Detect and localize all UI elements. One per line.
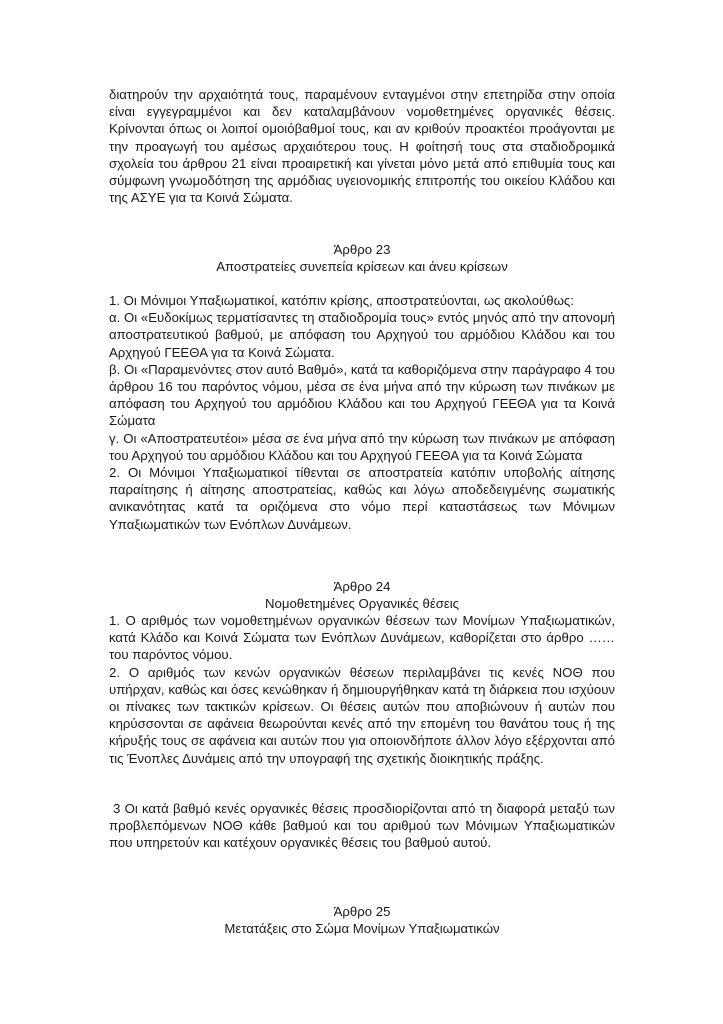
article-23-body bbox=[109, 292, 615, 533]
article-23-item-a: α. Οι «Ευδοκίμως τερματίσαντες τη σταδιοδρομία τους» εντός μηνός από την απονομή αποστρατευτικού βαθμού, με απόφαση του Αρχηγού του αρμόδιου Κλάδου και του Αρχηγού ΓΕΕΘΑ για τα Κοινά Σώματα. bbox=[109, 310, 615, 360]
article-24-paragraph-1: 1. Ο αριθμός των νομοθετημένων οργανικών θέσεων των Μονίμων Υπαξιωματικών, κατά Κλάδο και Κοινά Σώματα των Ενόπλων Δυνάμεων, καθορίζεται στο άρθρο …… του παρόντος νόμου. bbox=[109, 613, 615, 663]
article-24-paragraph-2: 2. Ο αριθμός των κενών οργανικών θέσεων περιλαμβάνει τις κενές ΝΟΘ που υπήρχαν, καθώς και όσες κενώθηκαν ή δημιουργήθηκαν κατά τη διάρκεια που ισχύουν οι πίνακες των τακτικών κρίσεων. Οι θέσεις αυτών που αποβιώνουν ή αυτών που κηρύσσονται σε αφάνεια θεωρούνται κενές από την επομένη του θανάτου τους ή της κήρυξής τους σε αφάνεια και αυτών που για οποιονδήποτε άλλον λόγο εξέρχονται από τις Ένοπλες Δυνάμεις από την υπογραφή της σχετικής διοικητικής πράξης. bbox=[109, 664, 615, 766]
article-23-paragraph-1: 1. Οι Μόνιμοι Υπαξιωματικοί, κατόπιν κρίσης, αποστρατεύονται, ως ακολούθως: bbox=[109, 293, 574, 308]
article-23-paragraph-2: 2. Οι Μόνιμοι Υπαξιωματικοί τίθενται σε αποστρατεία κατόπιν υποβολής αίτησης παραίτησης ή αίτησης αποστρατείας, καθώς και λόγω αποδεδειγμένης σωματικής ανικανότητας κατά τα οριζόμενα στο νόμο περί καταστάσεως των Μόνιμων Υπαξιωματικών των Ενόπλων Δυνάμεων. bbox=[109, 465, 615, 532]
article-24-title: Νομοθετημένες Οργανικές θέσεις bbox=[264, 596, 460, 611]
article-24-body bbox=[109, 612, 615, 767]
article-25-heading: Άρθρο 25 bbox=[333, 904, 391, 919]
continuation-paragraph: διατηρούν την αρχαιότητά τους, παραμένουν ενταγμένοι στην επετηρίδα στην οποία είναι εγγεγραμμένοι και δεν καταλαμβάνουν νομοθετημένες οργανικές θέσεις. Κρίνονται όπως οι λοιποί ομοιόβαθμοί τους, και αν κριθούν προακτέοι προάγονται με την προαγωγή του αμέσως αρχαιότερου τους. Η φοίτησή τους στα σταδιοδρομικά σχολεία του άρθρου 21 είναι προαιρετική και γίνεται μόνο μετά από επιθυμία τους και σύμφωνη γνωμοδότηση της αρμόδιας υγειονομικής επιτροπής του οικείου Κλάδου και της ΑΣΥΕ για τα Κοινά Σώματα. bbox=[109, 87, 615, 206]
article-23-item-c: γ. Οι «Αποστρατευτέοι» μέσα σε ένα μήνα από την κύρωση των πινάκων με απόφαση του Αρχηγού του αρμόδιου Κλάδου και του Αρχηγού ΓΕΕΘΑ για τα Κοινά Σώματα bbox=[109, 430, 615, 463]
article-23-title: Αποστρατείες συνεπεία κρίσεων και άνευ κρίσεων bbox=[216, 259, 508, 274]
article-24-paragraph-3-block bbox=[109, 800, 615, 852]
article-25-title: Μετατάξεις στο Σώμα Μονίμων Υπαξιωματικών bbox=[224, 921, 500, 936]
article-24-paragraph-3: 3 Οι κατά βαθμό κενές οργανικές θέσεις προσδιορίζονται από τη διαφορά μεταξύ των προβλεπόμενων ΝΟΘ κάθε βαθμού και του αριθμού των Μόνιμων Υπαξιωματικών που υπηρετούν και κατέχουν οργανικές θέσεις του βαθμού αυτού. bbox=[109, 801, 615, 851]
article-23-item-b: β. Οι «Παραμενόντες στον αυτό Βαθμό», κατά τα καθοριζόμενα στην παράγραφο 4 του άρθρου 16 του παρόντος νόμου, μέσα σε ένα μήνα από την κύρωση των πινάκων με απόφαση του Αρχηγού του αρμόδιου Κλάδου και του Αρχηγού ΓΕΕΘΑ για τα Κοινά Σώματα bbox=[109, 361, 615, 429]
article-23-heading: Άρθρο 23 bbox=[333, 242, 391, 257]
article-24-heading: Άρθρο 24 bbox=[333, 579, 391, 594]
